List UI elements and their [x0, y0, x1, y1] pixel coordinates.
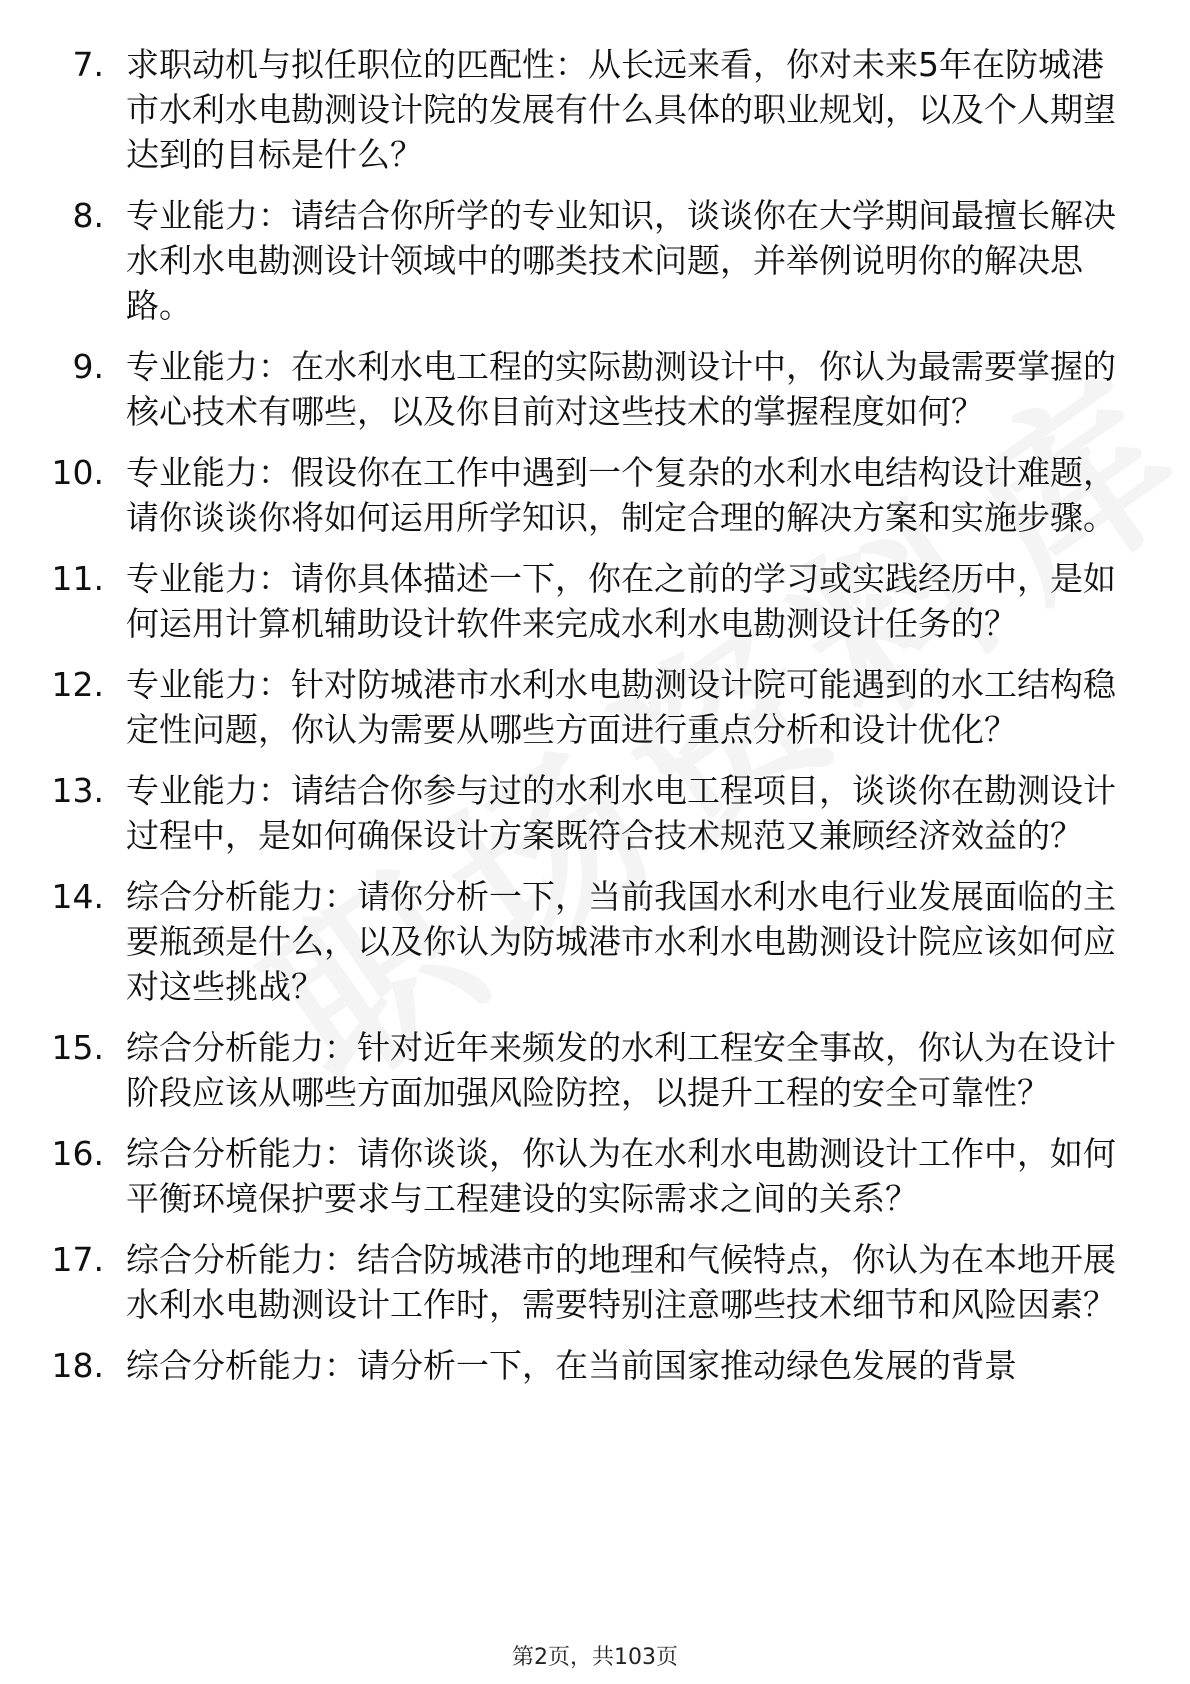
question-text: 综合分析能力：结合防城港市的地理和气候特点，你认为在本地开展水利水电勘测设计工作时，需要特别注意哪些技术细节和风险因素？	[126, 1240, 1116, 1324]
question-text: 专业能力：针对防城港市水利水电勘测设计院可能遇到的水工结构稳定性问题，你认为需要从哪些方面进行重点分析和设计优化？	[126, 665, 1116, 749]
question-item	[0, 1237, 1190, 1327]
question-list	[0, 42, 1190, 1404]
question-number: 7.	[72, 45, 104, 84]
question-text: 专业能力：假设你在工作中遇到一个复杂的水利水电结构设计难题，请你谈谈你将如何运用所学知识，制定合理的解决方案和实施步骤。	[126, 453, 1116, 537]
question-number: 15.	[51, 1028, 104, 1067]
question-text: 专业能力：在水利水电工程的实际勘测设计中，你认为最需要掌握的核心技术有哪些，以及你目前对这些技术的掌握程度如何？	[126, 347, 1116, 431]
question-number: 14.	[51, 877, 104, 916]
question-number: 8.	[72, 196, 104, 235]
question-text: 专业能力：请结合你参与过的水利水电工程项目，谈谈你在勘测设计过程中，是如何确保设计方案既符合技术规范又兼顾经济效益的？	[126, 771, 1116, 855]
question-text: 综合分析能力：请你分析一下，当前我国水利水电行业发展面临的主要瓶颈是什么，以及你认为防城港市水利水电勘测设计院应该如何应对这些挑战？	[126, 877, 1116, 1006]
question-number: 9.	[72, 347, 104, 386]
question-number: 11.	[51, 559, 104, 598]
question-item	[0, 344, 1190, 434]
question-text: 求职动机与拟任职位的匹配性：从长远来看，你对未来5年在防城港市水利水电勘测设计院的发展有什么具体的职业规划，以及个人期望达到的目标是什么？	[126, 45, 1116, 174]
question-number: 17.	[51, 1240, 104, 1279]
question-item	[0, 1025, 1190, 1115]
question-number: 16.	[51, 1134, 104, 1173]
question-number: 13.	[51, 771, 104, 810]
question-number: 10.	[51, 453, 104, 492]
question-item	[0, 1343, 1190, 1388]
question-item	[0, 874, 1190, 1009]
question-item	[0, 450, 1190, 540]
question-item	[0, 193, 1190, 328]
question-item	[0, 1131, 1190, 1221]
question-item	[0, 42, 1190, 177]
question-text: 专业能力：请结合你所学的专业知识，谈谈你在大学期间最擅长解决水利水电勘测设计领域中的哪类技术问题，并举例说明你的解决思路。	[126, 196, 1116, 325]
question-item	[0, 662, 1190, 752]
question-text: 综合分析能力：针对近年来频发的水利工程安全事故，你认为在设计阶段应该从哪些方面加强风险防控，以提升工程的安全可靠性？	[126, 1028, 1116, 1112]
question-item	[0, 768, 1190, 858]
question-number: 12.	[51, 665, 104, 704]
question-text: 综合分析能力：请你谈谈，你认为在水利水电勘测设计工作中，如何平衡环境保护要求与工程建设的实际需求之间的关系？	[126, 1134, 1116, 1218]
question-text: 专业能力：请你具体描述一下，你在之前的学习或实践经历中，是如何运用计算机辅助设计软件来完成水利水电勘测设计任务的？	[126, 559, 1116, 643]
question-text: 综合分析能力：请分析一下，在当前国家推动绿色发展的背景	[126, 1346, 1017, 1385]
question-item	[0, 556, 1190, 646]
question-number: 18.	[51, 1346, 104, 1385]
page-footer: 第2页，共103页	[512, 1645, 678, 1670]
